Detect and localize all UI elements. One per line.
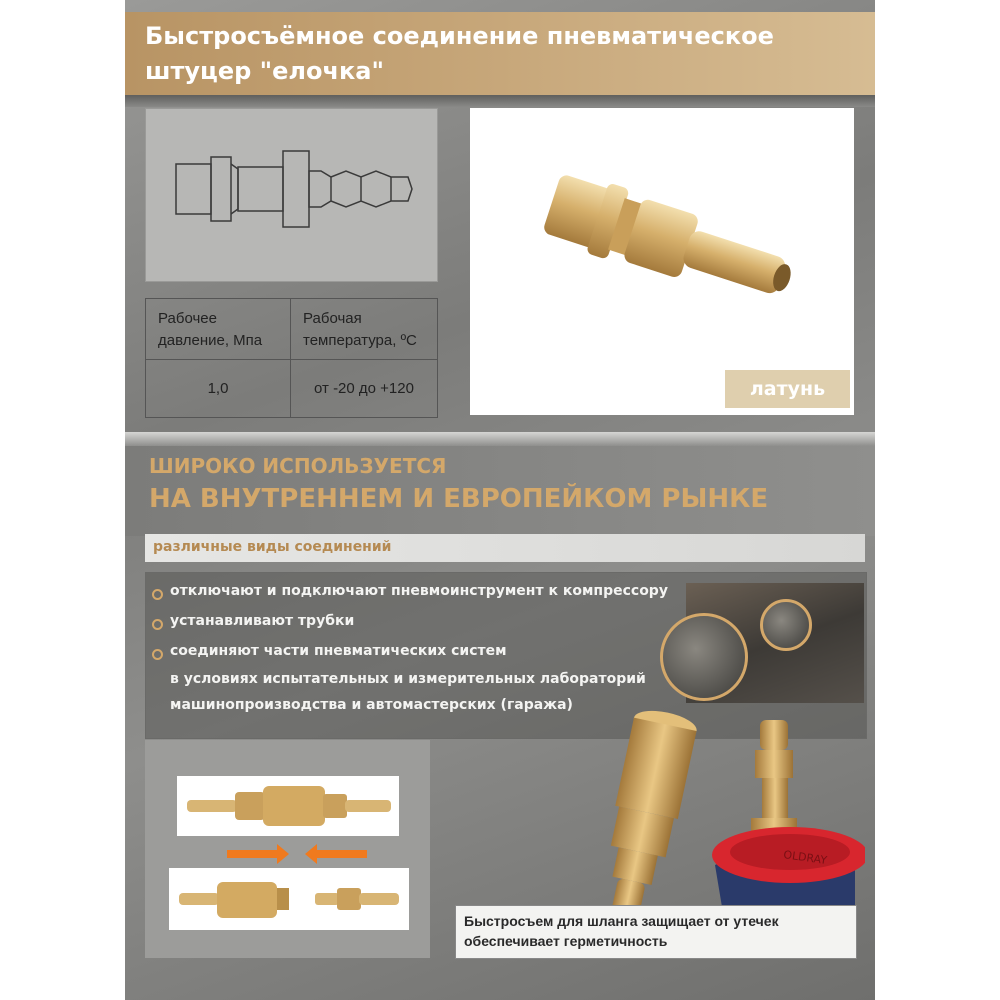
header-divider	[125, 95, 875, 107]
pressure-header-line2: давление, Мпа	[158, 332, 263, 349]
arrow-right-icon-head	[277, 844, 289, 864]
title-line-1: Быстросъёмное соединение пневматическое	[145, 22, 774, 50]
pressure-header	[158, 308, 262, 352]
market-banner-line1: ШИРОКО ИСПОЛЬЗУЕТСЯ	[149, 454, 447, 478]
technical-drawing	[145, 108, 438, 282]
pressure-header-cell	[146, 299, 291, 360]
connected-coupling-image	[177, 776, 399, 836]
disconnected-coupling-photo	[169, 868, 409, 930]
fitting-outline-drawing	[146, 109, 437, 281]
temperature-header	[303, 308, 417, 352]
pressure-value-cell	[146, 360, 291, 417]
product-photo	[470, 108, 854, 415]
caption-box	[455, 905, 857, 959]
use-item-2: устанавливают трубки	[170, 613, 355, 629]
detail-photo-circle	[760, 599, 812, 651]
hose-brand-label: OLDRAY	[782, 848, 828, 868]
arrow-left-icon-head	[305, 844, 317, 864]
bullet-icon	[152, 589, 163, 600]
temperature-header-line1: Рабочая	[303, 310, 362, 327]
caption-line2: обеспечивает герметичность	[464, 933, 668, 949]
temperature-value-cell	[291, 360, 437, 417]
market-banner	[125, 446, 875, 536]
use-item-1: отключают и подключают пневмоинструмент к компрессору	[170, 583, 668, 599]
temperature-header-line2: температура, ºС	[303, 332, 417, 349]
coupling-demo-panel	[145, 740, 430, 958]
arrow-left-icon	[317, 850, 367, 858]
bullet-icon	[152, 649, 163, 660]
disconnected-coupling-image	[169, 868, 409, 930]
brass-fitting-image	[470, 108, 854, 415]
use-item-3: соединяют части пневматических систем	[170, 643, 507, 659]
bullet-icon	[152, 619, 163, 630]
arrow-right-icon	[227, 850, 277, 858]
section-divider	[125, 432, 875, 446]
product-card	[125, 0, 875, 1000]
connection-types-label: различные виды соединений	[153, 539, 392, 555]
use-continuation-2: машинопроизводства и автомастерских (гаража)	[170, 697, 573, 713]
market-banner-line2: НА ВНУТРЕННЕМ И ЕВРОПЕЙКОМ РЫНКЕ	[149, 484, 769, 514]
title-line-2: штуцер "елочка"	[145, 57, 384, 85]
connected-coupling-photo	[177, 776, 399, 836]
material-badge: латунь	[725, 370, 850, 408]
temperature-header-cell	[291, 299, 437, 360]
pressure-value: 1,0	[207, 380, 229, 397]
connection-types-bar	[145, 534, 865, 562]
use-continuation-1: в условиях испытательных и измерительных лабораторий	[170, 671, 646, 687]
temperature-value: от -20 до +120	[314, 380, 414, 397]
title-banner	[125, 12, 875, 95]
mechanic-photo-circle	[660, 613, 748, 701]
caption-line1: Быстросъем для шланга защищает от утечек	[464, 913, 779, 929]
pressure-header-line1: Рабочее	[158, 310, 217, 327]
spec-table	[145, 298, 438, 418]
